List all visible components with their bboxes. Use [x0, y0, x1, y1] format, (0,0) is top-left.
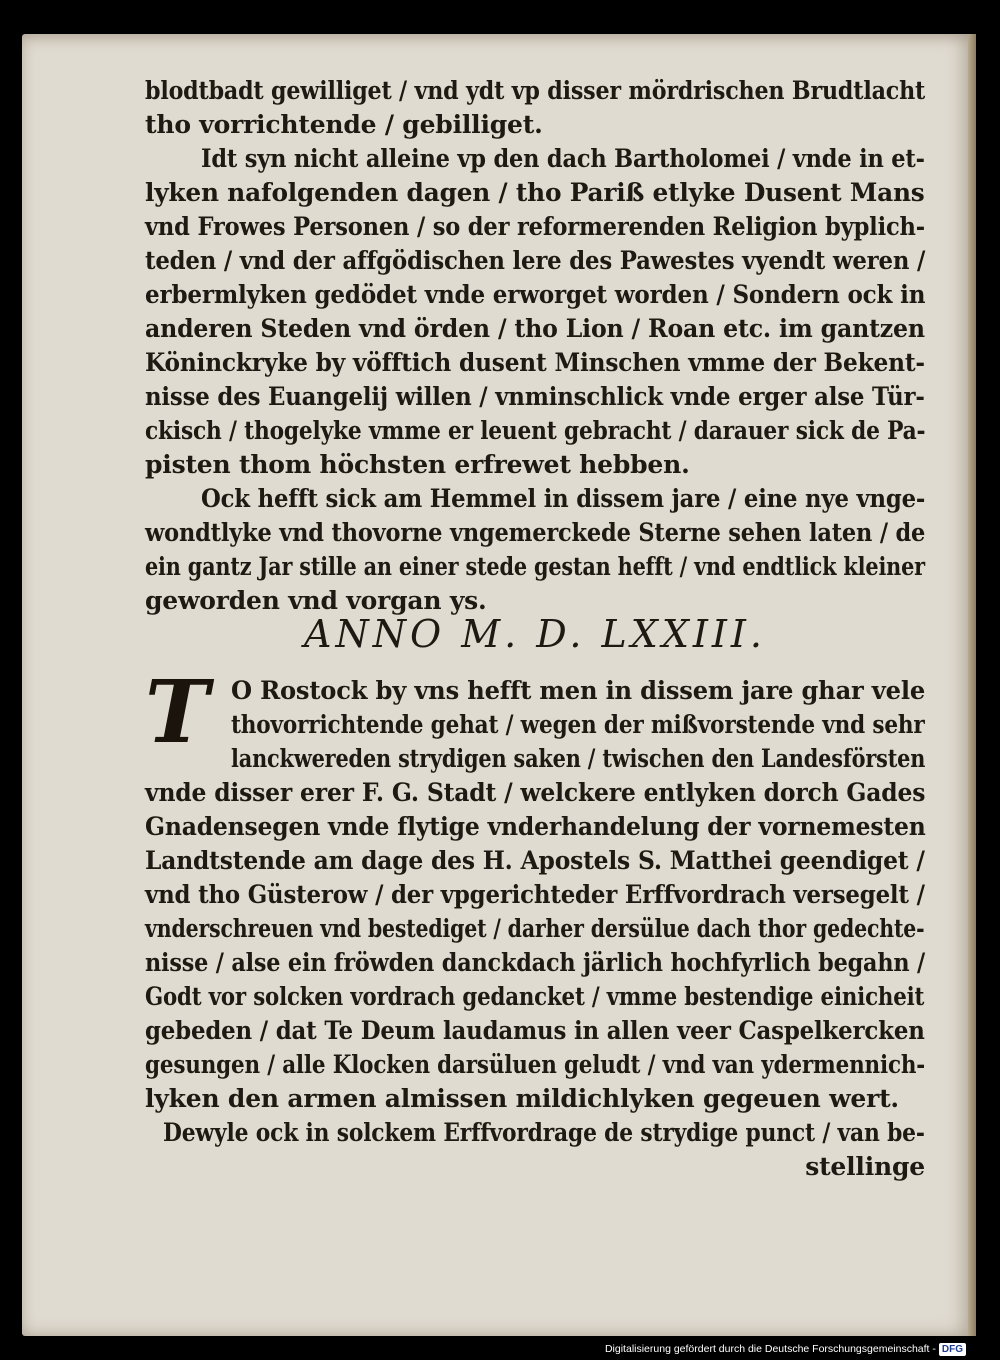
text-line: O Rostock by vns hefft men in dissem jare ghar vele — [231, 676, 926, 705]
dfg-logo: DFG — [939, 1343, 966, 1356]
catchword: stellinge — [805, 1152, 925, 1181]
credit-text: Digitalisierung gefördert durch die Deutsche Forschungsgemeinschaft - — [604, 1343, 936, 1355]
text-line: vnderschreuen vnd bestediget / darher dersülue dach thor gedechte- — [145, 914, 925, 943]
text-line: lyken den armen almissen mildichlyken gegeuen wert. — [145, 1084, 899, 1113]
text-line: nisse des Euangelij willen / vnminschlick vnde erger alse Tür- — [145, 382, 925, 411]
text-line: erbermlyken gedödet vnde erworget worden / Sondern ock in — [145, 280, 926, 309]
text-line: tho vorrichtende / gebilliget. — [145, 110, 543, 139]
text-line: Godt vor solcken vordrach gedancket / vmme bestendige einicheit — [145, 982, 925, 1011]
text-line: Gnadensegen vnde flytige vnderhandelung der vornemesten — [145, 812, 926, 841]
text-line: Landtstende am dage des H. Apostels S. Matthei geendiget / — [145, 846, 925, 875]
text-line: teden / vnd der affgödischen lere des Pawestes vyendt weren / — [145, 246, 926, 275]
text-line: thovorrichtende gehat / wegen der mißvorstende vnd sehr — [231, 710, 925, 739]
text-line: geworden vnd vorgan ys. — [145, 586, 487, 615]
text-line: vnd Frowes Personen / so der reformerenden Religion byplich- — [145, 212, 925, 241]
text-line: blodtbadt gewilliget / vnd ydt vp disser mördrischen Brudtlacht — [145, 76, 926, 105]
page-edge — [968, 34, 976, 1336]
text-line: vnd tho Güsterow / der vpgerichteder Erffvordrach versegelt / — [145, 880, 925, 909]
digitization-credit — [605, 1342, 966, 1356]
text-line: Ock hefft sick am Hemmel in dissem jare / eine nye vnge- — [201, 484, 926, 513]
text-line: vnde disser erer F. G. Stadt / welckere entlyken dorch Gades — [145, 778, 926, 807]
text-line: Dewyle ock in solckem Erffvordrage de strydige punct / van be- — [163, 1118, 925, 1147]
text-line: nisse / alse ein fröwden danckdach järlich hochfyrlich begahn / — [145, 948, 926, 977]
text-line: pisten thom höchsten erfrewet hebben. — [145, 450, 690, 479]
text-line: ckisch / thogelyke vmme er leuent gebracht / darauer sick de Pa- — [145, 416, 926, 445]
text-line: lyken nafolgenden dagen / tho Pariß etlyke Dusent Mans — [145, 178, 925, 207]
text-line: wondtlyke vnd thovorne vngemerckede Sterne sehen laten / de — [145, 518, 926, 547]
section-heading: ANNO M. D. LXXIII. — [304, 612, 766, 656]
text-line: lanckwereden strydigen saken / twischen den Landesförsten — [231, 744, 926, 773]
text-line: Köninckryke by vöfftich dusent Minschen vmme der Bekent- — [145, 348, 925, 377]
drop-cap-initial: T — [145, 662, 209, 763]
text-line: gebeden / dat Te Deum laudamus in allen veer Caspelkercken — [145, 1016, 925, 1045]
text-line: ein gantz Jar stille an einer stede gestan hefft / vnd endtlick kleiner — [145, 552, 925, 581]
text-line: gesungen / alle Klocken darsüluen geludt / vnd van ydermennich- — [145, 1050, 926, 1079]
text-line: Idt syn nicht alleine vp den dach Bartholomei / vnde in et- — [201, 144, 925, 173]
text-line: anderen Steden vnd örden / tho Lion / Roan etc. im gantzen — [145, 314, 925, 343]
